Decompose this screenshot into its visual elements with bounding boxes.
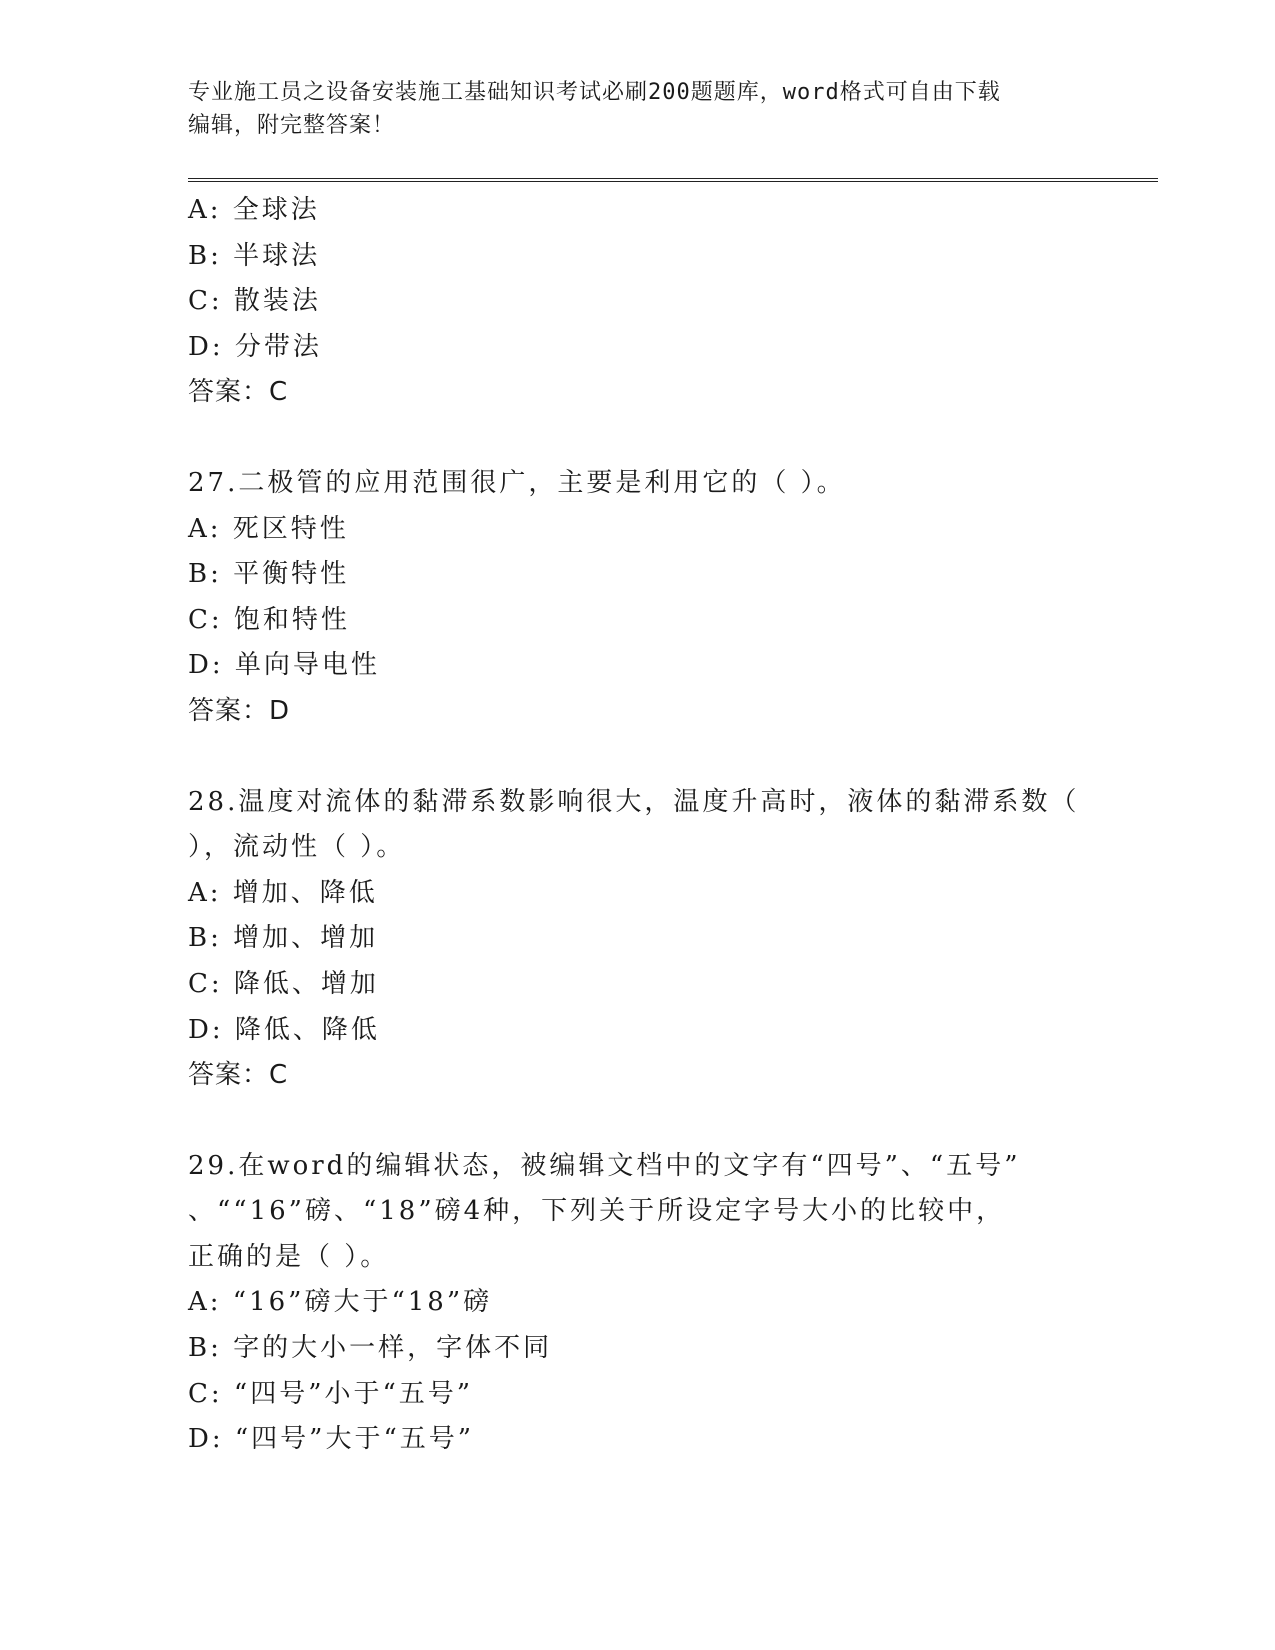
option-d: D: 单向导电性: [188, 650, 380, 681]
answer: 答案：C: [188, 377, 289, 408]
question-stem-line-1: 29.在word的编辑状态，被编辑文档中的文字有“四号”、“五号”: [188, 1150, 1021, 1181]
answer: 答案：D: [188, 695, 291, 726]
header-title-line-2: 编辑，附完整答案！: [188, 113, 396, 138]
option-a: A: “16”磅大于“18”磅: [188, 1287, 493, 1318]
option-d: D: “四号”大于“五号”: [188, 1424, 475, 1455]
option-a: A: 增加、降低: [188, 877, 378, 908]
question-stem-line-1: 28.温度对流体的黏滞系数影响很大，温度升高时，液体的黏滞系数（: [188, 786, 1080, 817]
option-c: C: 饱和特性: [188, 604, 350, 635]
question-stem-line-2: 、““16”磅、“18”磅4种，下列关于所设定字号大小的比较中，: [188, 1196, 1006, 1227]
document-page: [188, 70, 1158, 1463]
spacer: [188, 1099, 1158, 1144]
option-c: C: 降低、增加: [188, 968, 379, 999]
option-a: A: 全球法: [188, 195, 320, 225]
option-c: C: 散装法: [188, 286, 321, 317]
option-d: D: 降低、降低: [188, 1014, 380, 1045]
option-d: D: 分带法: [188, 331, 322, 362]
header-title-line-1: 专业施工员之设备安装施工基础知识考试必刷200题题库，word格式可自由下载: [188, 80, 1001, 105]
option-b: B: 平衡特性: [188, 559, 350, 590]
question-29: [188, 1144, 1158, 1463]
question-stem-line-3: 正确的是（ ）。: [188, 1241, 390, 1272]
option-a: A: 死区特性: [188, 513, 349, 544]
question-stem-line-2: ），流动性（ ）。: [188, 832, 406, 863]
option-b: B: 半球法: [188, 240, 321, 271]
answer: 答案：C: [188, 1060, 289, 1091]
question-28: [188, 780, 1158, 1099]
question-26: [188, 188, 1158, 416]
header-divider: [188, 178, 1158, 182]
option-c: C: “四号”小于“五号”: [188, 1378, 474, 1409]
spacer: [188, 416, 1158, 461]
question-stem: 27.二极管的应用范围很广，主要是利用它的（ ）。: [188, 467, 846, 498]
option-b: B: 字的大小一样，字体不同: [188, 1333, 553, 1364]
spacer: [188, 735, 1158, 780]
document-header: [188, 70, 1158, 142]
question-27: [188, 461, 1158, 735]
option-b: B: 增加、增加: [188, 923, 379, 954]
